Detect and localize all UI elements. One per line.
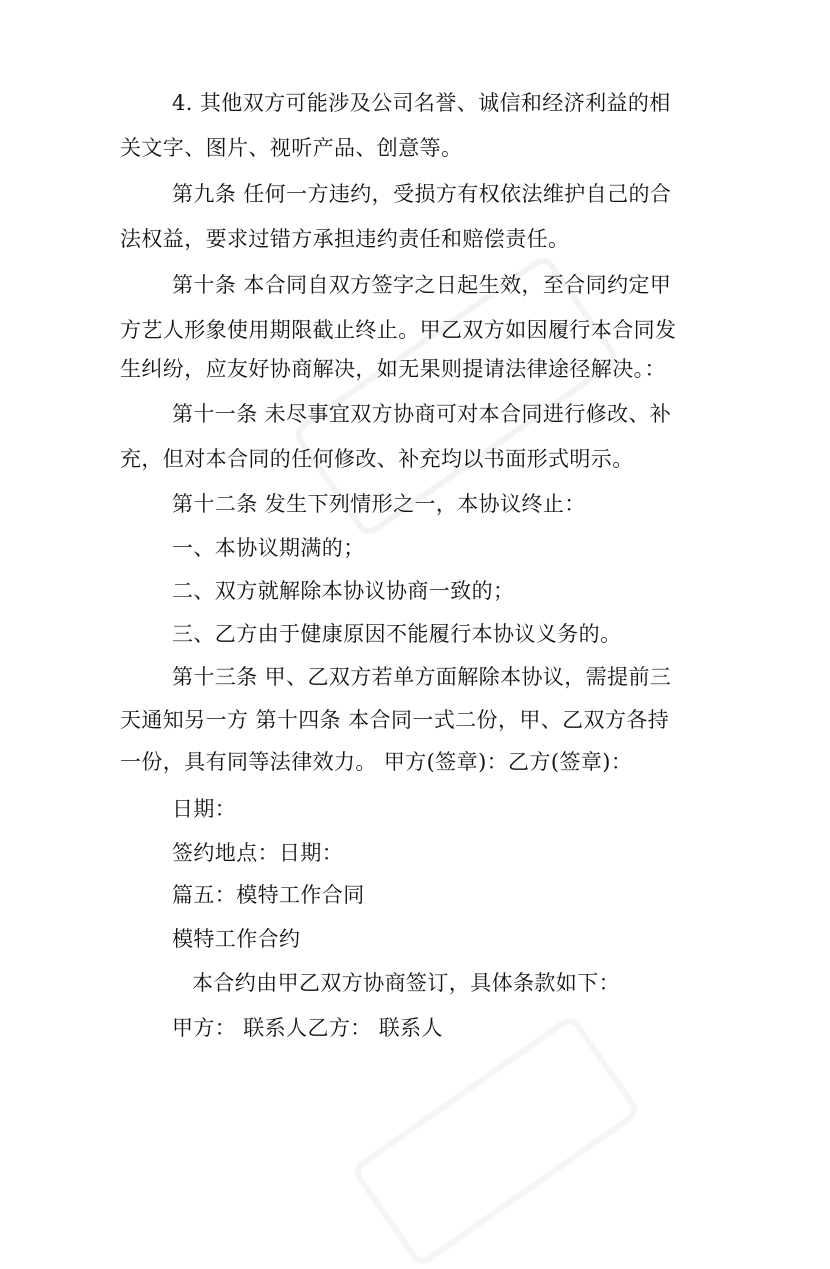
text-line: 4. 其他双方可能涉及公司名誉、诚信和经济利益的相: [172, 91, 671, 115]
text-line: 法权益，要求过错方承担违约责任和赔偿责任。: [120, 227, 570, 251]
text-line: 天通知另一方 第十四条 本合同一式二份，甲、乙双方各持: [120, 708, 670, 732]
text-line: 三、乙方由于健康原因不能履行本协议义务的。: [172, 622, 622, 646]
text-line: 甲方： 联系人乙方： 联系人: [172, 1016, 443, 1040]
text-line: 第十三条 甲、乙双方若单方面解除本协议，需提前三: [172, 665, 672, 689]
text-line: 第十一条 未尽事宜双方协商可对本合同进行修改、补: [172, 402, 672, 426]
text-line: 二、双方就解除本协议协商一致的；: [172, 579, 515, 603]
text-line: 第十条 本合同自双方签字之日起生效，至合同约定甲: [172, 273, 672, 297]
watermark-stamp: [350, 1013, 643, 1269]
text-line: 生纠纷，应友好协商解决，如无果则提请法律途径解决。：: [120, 357, 666, 381]
text-line: 一、本协议期满的；: [172, 536, 365, 560]
text-line: 第十二条 发生下列情形之一，本协议终止：: [172, 492, 586, 516]
text-line: 本合约由甲乙双方协商签订，具体条款如下：: [192, 971, 620, 995]
text-line: 充，但对本合同的任何修改、补充均以书面形式明示。: [120, 447, 634, 471]
text-line: 篇五：模特工作合同: [172, 883, 365, 907]
text-line: 一份，具有同等法律效力。 甲方(签章)：乙方(签章)：: [120, 750, 633, 774]
text-line: 日期：: [172, 797, 237, 821]
text-line: 签约地点：日期：: [172, 841, 344, 865]
text-line: 方艺人形象使用期限截止终止。甲乙双方如因履行本合同发: [120, 318, 677, 342]
text-line: 模特工作合约: [172, 927, 301, 951]
text-line: 第九条 任何一方违约，受损方有权依法维护自己的合: [172, 182, 672, 206]
text-line: 关文字、图片、视听产品、创意等。: [120, 136, 463, 160]
